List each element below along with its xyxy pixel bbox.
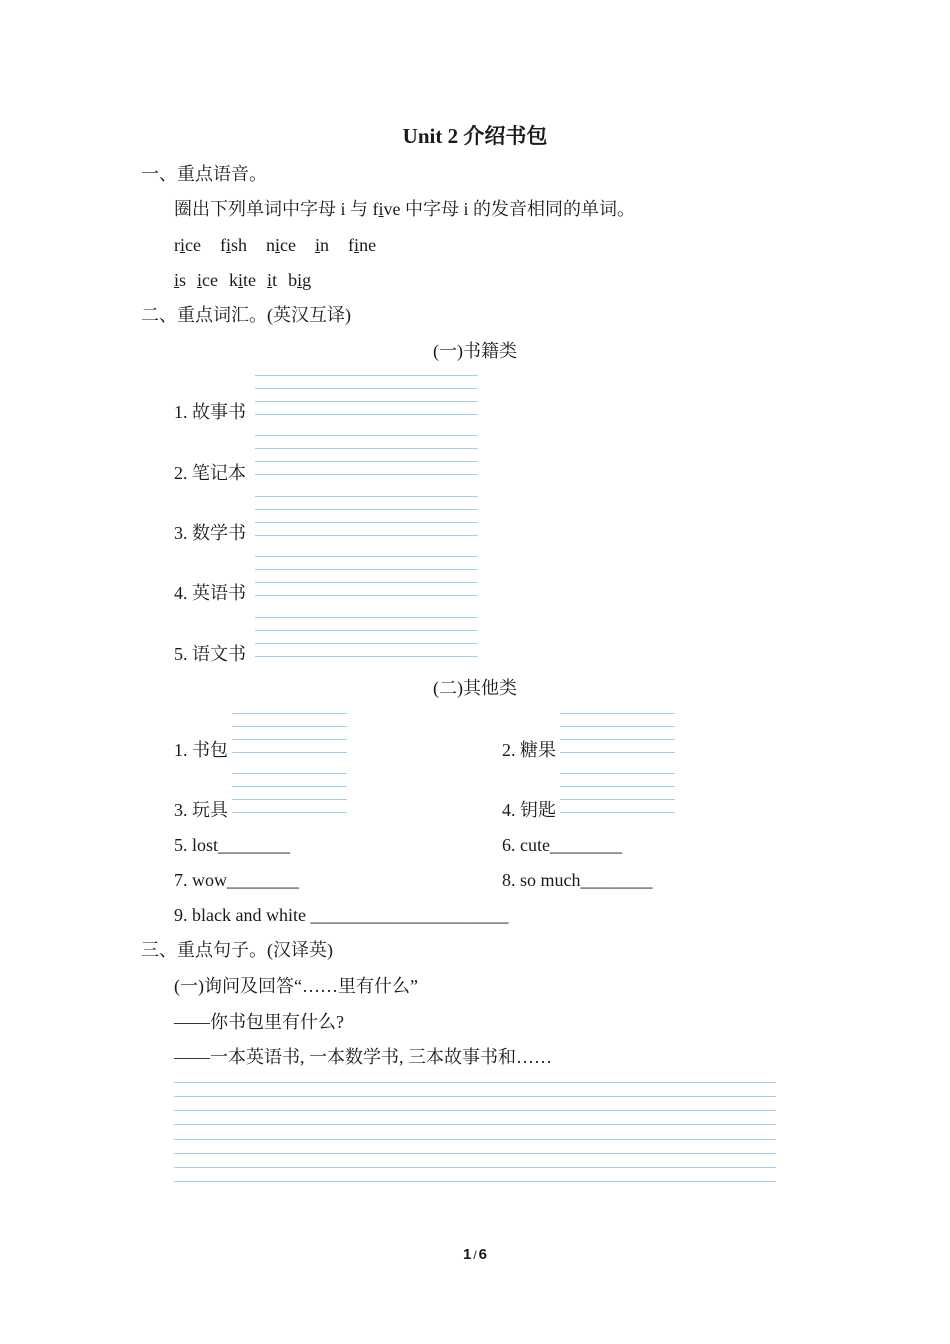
writing-lines-toy[interactable] bbox=[232, 773, 347, 813]
phonics-word[interactable]: rice bbox=[174, 235, 201, 255]
phonics-instruction bbox=[174, 198, 635, 220]
writing-lines-english-book[interactable] bbox=[255, 556, 478, 596]
writing-lines-candy[interactable] bbox=[560, 713, 675, 753]
sentence-question: ——你书包里有什么? bbox=[174, 1012, 344, 1032]
writing-lines-storybook[interactable] bbox=[255, 375, 478, 415]
vocab-item-key: 4. 钥匙 bbox=[502, 800, 556, 820]
sentence-answer: ——一本英语书, 一本数学书, 三本故事书和…… bbox=[174, 1047, 552, 1067]
subheading-books: (一)书籍类 bbox=[433, 341, 517, 361]
writing-lines-chinese-book[interactable] bbox=[255, 617, 478, 657]
section-heading-sentences: 三、重点句子。(汉译英) bbox=[141, 940, 333, 960]
page-number bbox=[0, 1244, 950, 1266]
section-heading-phonics: 一、重点语音。 bbox=[141, 164, 267, 184]
vocab-item-notebook: 2. 笔记本 bbox=[174, 463, 246, 483]
writing-lines-notebook[interactable] bbox=[255, 435, 478, 475]
subheading-others: (二)其他类 bbox=[433, 678, 517, 698]
vocab-item-toy: 3. 玩具 bbox=[174, 800, 228, 820]
sentence-subheading: (一)询问及回答“……里有什么” bbox=[174, 976, 418, 996]
vocab-item-english-book: 4. 英语书 bbox=[174, 583, 246, 603]
writing-lines-sentence-1[interactable] bbox=[174, 1082, 776, 1125]
phonics-row-1 bbox=[174, 234, 395, 256]
vocab-item-math-book: 3. 数学书 bbox=[174, 523, 246, 543]
section-heading-vocab: 二、重点词汇。(英汉互译) bbox=[141, 305, 351, 325]
phonics-word[interactable]: it bbox=[267, 270, 278, 290]
writing-lines-schoolbag[interactable] bbox=[232, 713, 347, 753]
page-separator: / bbox=[473, 1248, 477, 1262]
phonics-word[interactable]: is bbox=[174, 270, 187, 290]
total-pages: 6 bbox=[478, 1246, 488, 1263]
vocab-item-lost[interactable]: 5. lost________ bbox=[174, 835, 291, 855]
writing-lines-sentence-2[interactable] bbox=[174, 1139, 776, 1182]
phonics-word[interactable]: fine bbox=[348, 235, 377, 255]
vocab-item-chinese-book: 5. 语文书 bbox=[174, 644, 246, 664]
vocab-item-black-and-white[interactable]: 9. black and white ______________________ bbox=[174, 905, 509, 925]
phonics-word[interactable]: kite bbox=[229, 270, 257, 290]
vocab-item-cute[interactable]: 6. cute________ bbox=[502, 835, 622, 855]
phonics-row-2 bbox=[174, 269, 322, 291]
phonics-word[interactable]: fish bbox=[220, 235, 248, 255]
phonics-word[interactable]: nice bbox=[266, 235, 297, 255]
vocab-item-storybook: 1. 故事书 bbox=[174, 402, 246, 422]
vocab-item-candy: 2. 糖果 bbox=[502, 740, 556, 760]
phonics-word[interactable]: big bbox=[288, 270, 312, 290]
instruction-underlined-i: i bbox=[378, 199, 384, 219]
vocab-item-so-much[interactable]: 8. so much________ bbox=[502, 870, 653, 890]
phonics-word[interactable]: in bbox=[315, 235, 330, 255]
vocab-item-schoolbag: 1. 书包 bbox=[174, 740, 228, 760]
vocab-item-wow[interactable]: 7. wow________ bbox=[174, 870, 299, 890]
instruction-part-a: 圈出下列单词中字母 i 与 f bbox=[174, 199, 379, 219]
page-title: Unit 2 介绍书包 bbox=[402, 124, 548, 148]
writing-lines-math-book[interactable] bbox=[255, 496, 478, 536]
writing-lines-key[interactable] bbox=[560, 773, 675, 813]
current-page: 1 bbox=[462, 1246, 472, 1263]
phonics-word[interactable]: ice bbox=[197, 270, 219, 290]
instruction-part-b: ve 中字母 i 的发音相同的单词。 bbox=[383, 199, 636, 219]
